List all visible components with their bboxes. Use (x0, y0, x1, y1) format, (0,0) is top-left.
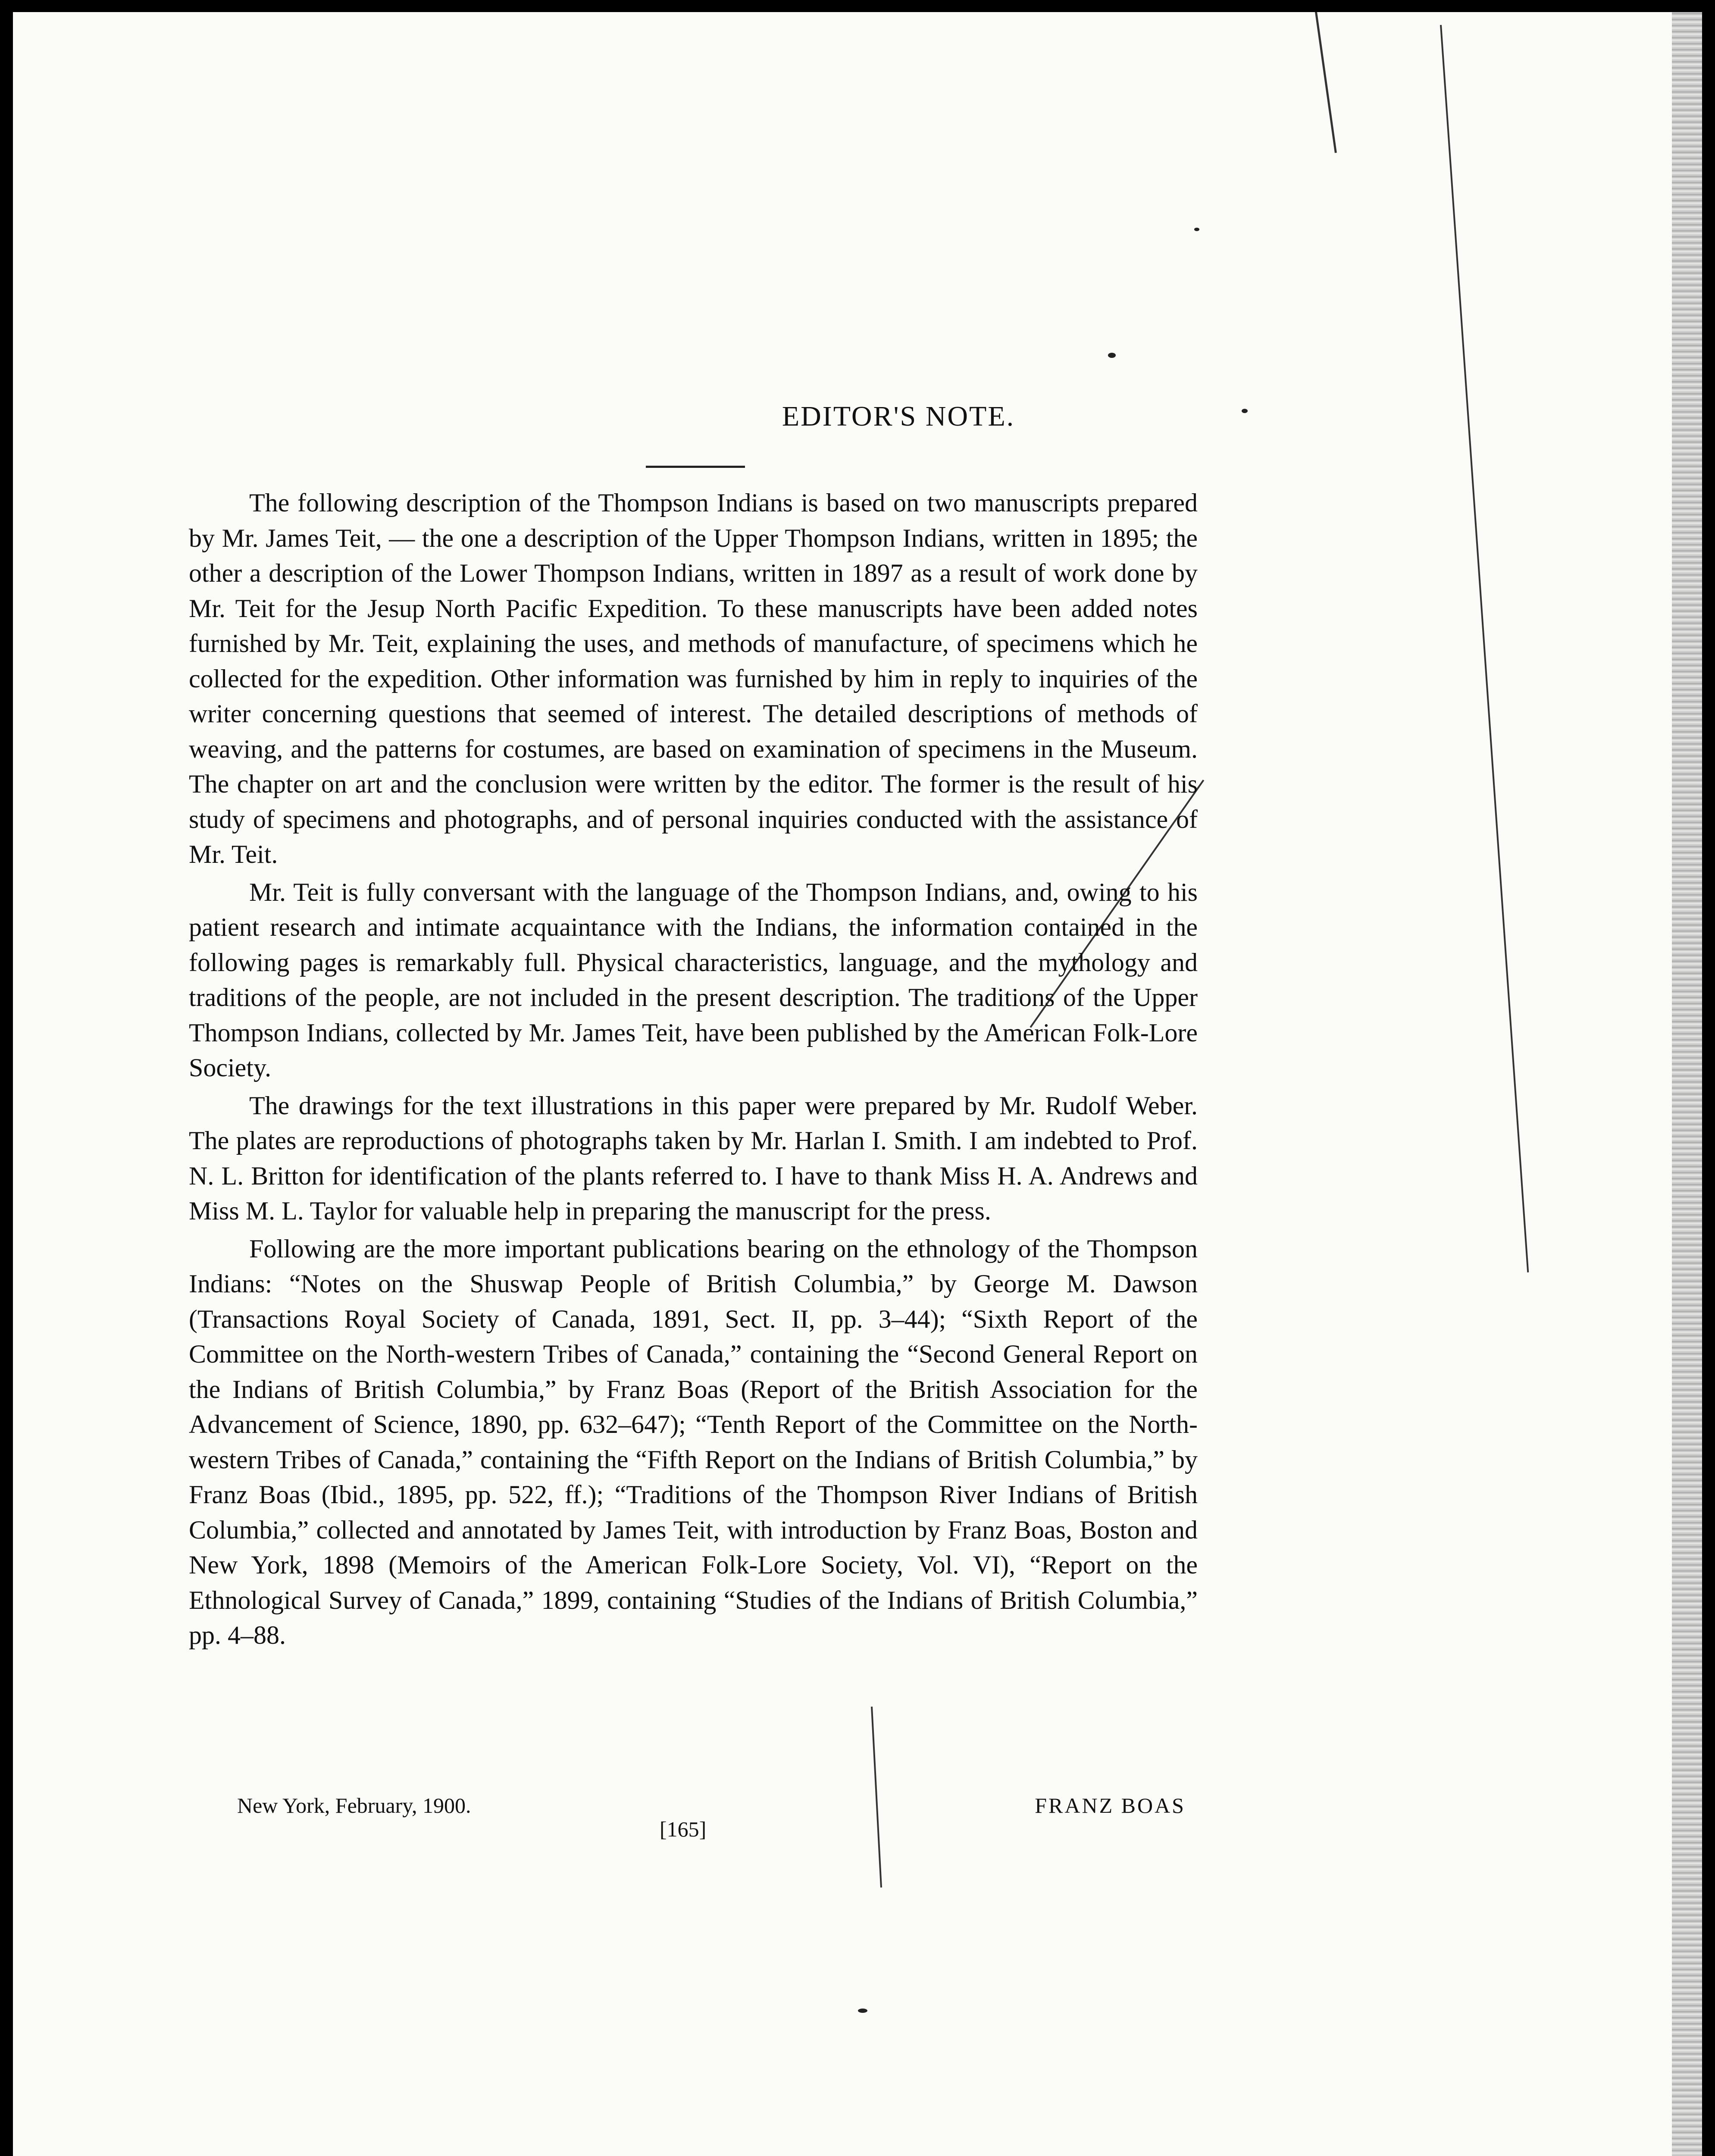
scan-mark (1315, 12, 1337, 153)
paragraph-2: Mr. Teit is fully conversant with the language of the Thompson Indians, and, owing to his patient research and intimate acquaintance with the Indians, the information contained in the following pages is remarkably full. Physical characteristics, language, and the mythology and traditions of the people, are not included in the present description. The traditions of the Upper Thompson Indians, collected by Mr. James Teit, have been published by the American Folk-Lore Society. (189, 877, 1198, 1082)
place-date: New York, February, 1900. (237, 1793, 471, 1818)
note-body (189, 486, 1198, 1653)
title-rule (646, 466, 745, 468)
paragraph-1: The following description of the Thompson Indians is based on two manuscripts prepared by Mr. James Teit, — the one a description of the Upper Thompson Indians, written in 1895; the other a description of the Lower Thompson Indians, written in 1897 as a result of work done by Mr. Teit for the Jesup North Pacific Expedition. To these manuscripts have been added notes furnished by Mr. Teit, explaining the uses, and methods of manufacture, of specimens which he collected for the expedition. Other information was furnished by him in reply to inquiries of the writer concerning questions that seemed of interest. The detailed descriptions of methods of weaving, and the patterns for costumes, are based on examination of specimens in the Museum. The chapter on art and the conclusion were written by the editor. The former is the result of his study of specimens and photographs, and of personal inquiries conducted with the assistance of Mr. Teit. (189, 489, 1198, 868)
scanned-page (13, 12, 1702, 2156)
scan-mark (1440, 25, 1529, 1272)
paragraph-4: Following are the more important publications bearing on the ethnology of the Thompson Indians: “Notes on the Shuswap People of British Columbia,” by George M. Dawson (Transactions Royal Society of Canada, 1891, Sect. II, pp. 3–44); “Sixth Report of the Committee on the North-western Tribes of Canada,” containing the “Second General Report on the Indians of British Columbia,” by Franz Boas (Report of the British Association for the Advancement of Science, 1890, pp. 632–647); “Tenth Report of the Committee on the North-western Tribes of Canada,” containing the “Fifth Report on the Indians of British Columbia,” by Franz Boas (Ibid., 1895, pp. 522, ff.); “Traditions of the Thompson River Indians of British Columbia,” collected and annotated by James Teit, with introduction by Franz Boas, Boston and New York, 1898 (Memoirs of the American Folk-Lore Society, Vol. VI), “Report on the Ethnological Survey of Canada,” 1899, containing “Studies of the Indians of British Columbia,” pp. 4–88. (189, 1234, 1198, 1649)
paragraph-3: The drawings for the text illustrations in this paper were prepared by Mr. Rudolf Weber. The plates are reproductions of photographs taken by Mr. Harlan I. Smith. I am indebted to Prof. N. L. Britton for identification of the plants referred to. I have to thank Miss H. A. Andrews and Miss M. L. Taylor for valuable help in preparing the manuscript for the press. (189, 1091, 1198, 1225)
page-title: EDITOR'S NOTE. (782, 401, 1015, 432)
dust-speck (1108, 353, 1116, 358)
author-signature: FRANZ BOAS (1035, 1793, 1186, 1818)
scan-mark (871, 1707, 882, 1888)
dust-speck (858, 2009, 867, 2013)
page-number: [165] (660, 1817, 707, 1841)
dust-speck (1194, 228, 1199, 231)
scan-edge-artifact (1672, 12, 1702, 2156)
